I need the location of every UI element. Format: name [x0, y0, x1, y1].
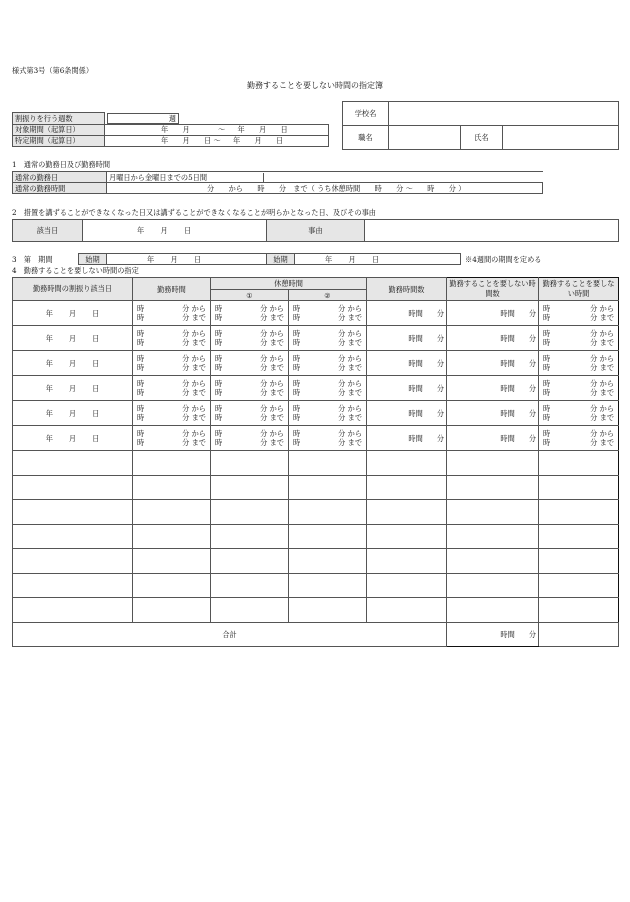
col-hours: 勤務時間数 [367, 278, 447, 301]
time-range-cell[interactable]: 時 分 から 時 分 まで [211, 426, 289, 451]
empty-cell[interactable] [289, 500, 367, 525]
time-range-cell[interactable]: 時 分 から 時 分 まで [133, 301, 211, 326]
col-break-2: ② [289, 290, 367, 301]
empty-cell[interactable] [133, 524, 211, 549]
days-label: 通常の勤務日 [13, 172, 107, 183]
time-range-cell[interactable]: 時 分 から 時 分 まで [539, 351, 619, 376]
empty-cell[interactable] [211, 573, 289, 598]
empty-cell[interactable] [539, 524, 619, 549]
period-range-table [78, 253, 461, 265]
off-hours-cell[interactable]: 時間 分 [447, 326, 539, 351]
off-hours-cell[interactable]: 時間 分 [447, 426, 539, 451]
table-row [13, 500, 619, 525]
date-label: 該当日 [13, 220, 83, 242]
time-range-cell[interactable]: 時 分 から 時 分 まで [539, 326, 619, 351]
hours-label: 通常の勤務時間 [13, 183, 107, 194]
hours-cell[interactable]: 時間 分 [367, 426, 447, 451]
time-range-cell[interactable]: 時 分 から 時 分 まで [289, 426, 367, 451]
day-cell[interactable]: 年 月 日 [13, 351, 133, 376]
time-range-cell[interactable]: 時 分 から 時 分 まで [539, 426, 619, 451]
start-label-2: 始期 [267, 254, 295, 265]
empty-cell[interactable] [447, 549, 539, 574]
reason-table [12, 219, 619, 242]
table-row [13, 376, 619, 401]
time-range-cell[interactable]: 時 分 から 時 分 まで [539, 401, 619, 426]
table-row [13, 451, 619, 476]
empty-cell[interactable] [289, 598, 367, 623]
empty-cell[interactable] [13, 524, 133, 549]
empty-cell[interactable] [539, 451, 619, 476]
empty-cell[interactable] [367, 549, 447, 574]
total-label: 合計 [13, 622, 447, 646]
empty-cell[interactable] [13, 475, 133, 500]
off-hours-cell[interactable]: 時間 分 [447, 351, 539, 376]
time-range-cell[interactable]: 時 分 から 時 分 まで [211, 326, 289, 351]
schedule-table [12, 277, 619, 647]
empty-cell[interactable] [289, 451, 367, 476]
empty-cell[interactable] [211, 451, 289, 476]
table-row [13, 426, 619, 451]
start-label: 始期 [79, 254, 107, 265]
empty-cell[interactable] [447, 524, 539, 549]
name-field[interactable] [503, 126, 619, 150]
section2-heading: 2 措置を講ずることができなくなった日又は講ずることができなくなることが明らかとなった日、及びその事由 [12, 208, 376, 217]
position-label: 職名 [343, 126, 389, 150]
empty-cell[interactable] [13, 598, 133, 623]
target-period-field[interactable]: 年 月 〜 年 月 日 [105, 124, 329, 135]
off-hours-cell[interactable]: 時間 分 [447, 401, 539, 426]
form-label: 様式第3号（第6条関係） [12, 66, 94, 75]
empty-cell[interactable] [447, 573, 539, 598]
table-row [13, 475, 619, 500]
day-cell[interactable]: 年 月 日 [13, 376, 133, 401]
section4-heading: 4 勤務することを要しない時間の指定 [12, 266, 139, 275]
hours-cell[interactable]: 時間 分 [367, 351, 447, 376]
hours-cell[interactable]: 時間 分 [367, 401, 447, 426]
empty-cell[interactable] [447, 598, 539, 623]
time-range-cell[interactable]: 時 分 から 時 分 まで [539, 376, 619, 401]
time-range-cell[interactable]: 時 分 から 時 分 まで [539, 301, 619, 326]
empty-cell[interactable] [133, 573, 211, 598]
day-cell[interactable]: 年 月 日 [13, 426, 133, 451]
empty-cell[interactable] [447, 500, 539, 525]
time-range-cell[interactable]: 時 分 から 時 分 まで [133, 351, 211, 376]
hours-value[interactable]: 分 から 時 分 まで（ うち休憩時間 時 分 〜 時 分 ） [107, 183, 543, 194]
position-field[interactable] [389, 126, 461, 150]
empty-cell[interactable] [211, 524, 289, 549]
total-hours[interactable]: 時間 分 [447, 622, 539, 646]
table-row [13, 524, 619, 549]
target-period-label: 対象期間（起算日） [13, 124, 105, 135]
day-cell[interactable]: 年 月 日 [13, 401, 133, 426]
days-value-cell [107, 172, 543, 183]
empty-cell[interactable] [539, 549, 619, 574]
start-field-2[interactable]: 年 月 日 [295, 254, 461, 265]
day-cell[interactable]: 年 月 日 [13, 301, 133, 326]
empty-cell[interactable] [289, 549, 367, 574]
time-range-cell[interactable]: 時 分 から 時 分 まで [289, 351, 367, 376]
empty-cell[interactable] [13, 451, 133, 476]
col-day: 勤務時間の割振り該当日 [13, 278, 133, 301]
empty-cell[interactable] [447, 475, 539, 500]
weeks-field[interactable]: 週 [107, 113, 179, 124]
col-work: 勤務時間 [133, 278, 211, 301]
table-row [13, 351, 619, 376]
table-row [13, 549, 619, 574]
day-cell[interactable]: 年 月 日 [13, 326, 133, 351]
empty-cell[interactable] [289, 475, 367, 500]
time-range-cell[interactable]: 時 分 から 時 分 まで [211, 351, 289, 376]
hours-cell[interactable]: 時間 分 [367, 301, 447, 326]
off-hours-cell[interactable]: 時間 分 [447, 301, 539, 326]
total-blank [539, 622, 619, 646]
empty-cell[interactable] [133, 475, 211, 500]
time-range-cell[interactable]: 時 分 から 時 分 まで [289, 301, 367, 326]
col-break-1: ① [211, 290, 289, 301]
hours-cell[interactable]: 時間 分 [367, 376, 447, 401]
empty-cell[interactable] [367, 524, 447, 549]
time-range-cell[interactable]: 時 分 から 時 分 まで [133, 326, 211, 351]
time-range-cell[interactable]: 時 分 から 時 分 まで [289, 326, 367, 351]
time-range-cell[interactable]: 時 分 から 時 分 まで [289, 376, 367, 401]
table-row [13, 326, 619, 351]
empty-cell[interactable] [367, 573, 447, 598]
empty-cell[interactable] [13, 549, 133, 574]
empty-cell[interactable] [211, 549, 289, 574]
empty-cell[interactable] [539, 475, 619, 500]
off-hours-cell[interactable]: 時間 分 [447, 376, 539, 401]
empty-cell[interactable] [133, 549, 211, 574]
empty-cell[interactable] [211, 475, 289, 500]
empty-cell[interactable] [133, 500, 211, 525]
school-label: 学校名 [343, 102, 389, 126]
section3-heading: 3 第 期間 [12, 255, 53, 264]
empty-cell[interactable] [133, 451, 211, 476]
table-row [13, 598, 619, 623]
col-off-time: 勤務することを要しない時間 [539, 278, 619, 301]
empty-cell[interactable] [289, 573, 367, 598]
period-table [12, 112, 329, 147]
time-range-cell[interactable]: 時 分 から 時 分 まで [133, 376, 211, 401]
empty-cell[interactable] [367, 451, 447, 476]
empty-cell[interactable] [367, 598, 447, 623]
col-break: 休憩時間 [211, 278, 367, 290]
reason-label: 事由 [267, 220, 365, 242]
date-field[interactable]: 年 月 日 [83, 220, 267, 242]
reason-field[interactable] [365, 220, 619, 242]
table-row [13, 301, 619, 326]
table-row [13, 401, 619, 426]
school-table [342, 101, 619, 150]
days-value: 月曜日から金曜日までの5日間 [109, 173, 264, 182]
period-note: ※4週間の期間を定める [465, 255, 542, 264]
normal-hours-table [12, 171, 543, 194]
school-field[interactable] [389, 102, 619, 126]
empty-cell[interactable] [211, 500, 289, 525]
empty-cell[interactable] [539, 573, 619, 598]
name-label: 氏名 [461, 126, 503, 150]
time-range-cell[interactable]: 時 分 から 時 分 まで [133, 401, 211, 426]
specific-period-label: 特定期間（起算日） [13, 135, 105, 146]
col-off-hours: 勤務することを要しない時間数 [447, 278, 539, 301]
time-range-cell[interactable]: 時 分 から 時 分 まで [211, 376, 289, 401]
empty-cell[interactable] [367, 475, 447, 500]
page-title: 勤務することを要しない時間の指定簿 [247, 81, 383, 90]
section1-heading: 1 通常の勤務日及び勤務時間 [12, 160, 111, 169]
start-field[interactable]: 年 月 日 [107, 254, 267, 265]
time-range-cell[interactable]: 時 分 から 時 分 まで [133, 426, 211, 451]
weeks-label: 割振りを行う週数 [13, 113, 105, 125]
empty-cell[interactable] [447, 451, 539, 476]
empty-cell[interactable] [13, 573, 133, 598]
empty-cell[interactable] [289, 524, 367, 549]
hours-cell[interactable]: 時間 分 [367, 326, 447, 351]
empty-cell[interactable] [539, 598, 619, 623]
empty-cell[interactable] [367, 500, 447, 525]
empty-cell[interactable] [211, 598, 289, 623]
time-range-cell[interactable]: 時 分 から 時 分 まで [289, 401, 367, 426]
empty-cell[interactable] [13, 500, 133, 525]
specific-period-field[interactable]: 年 月 日 〜 年 月 日 [105, 135, 329, 146]
table-row [13, 573, 619, 598]
empty-cell[interactable] [133, 598, 211, 623]
time-range-cell[interactable]: 時 分 から 時 分 まで [211, 301, 289, 326]
empty-cell[interactable] [539, 500, 619, 525]
time-range-cell[interactable]: 時 分 から 時 分 まで [211, 401, 289, 426]
